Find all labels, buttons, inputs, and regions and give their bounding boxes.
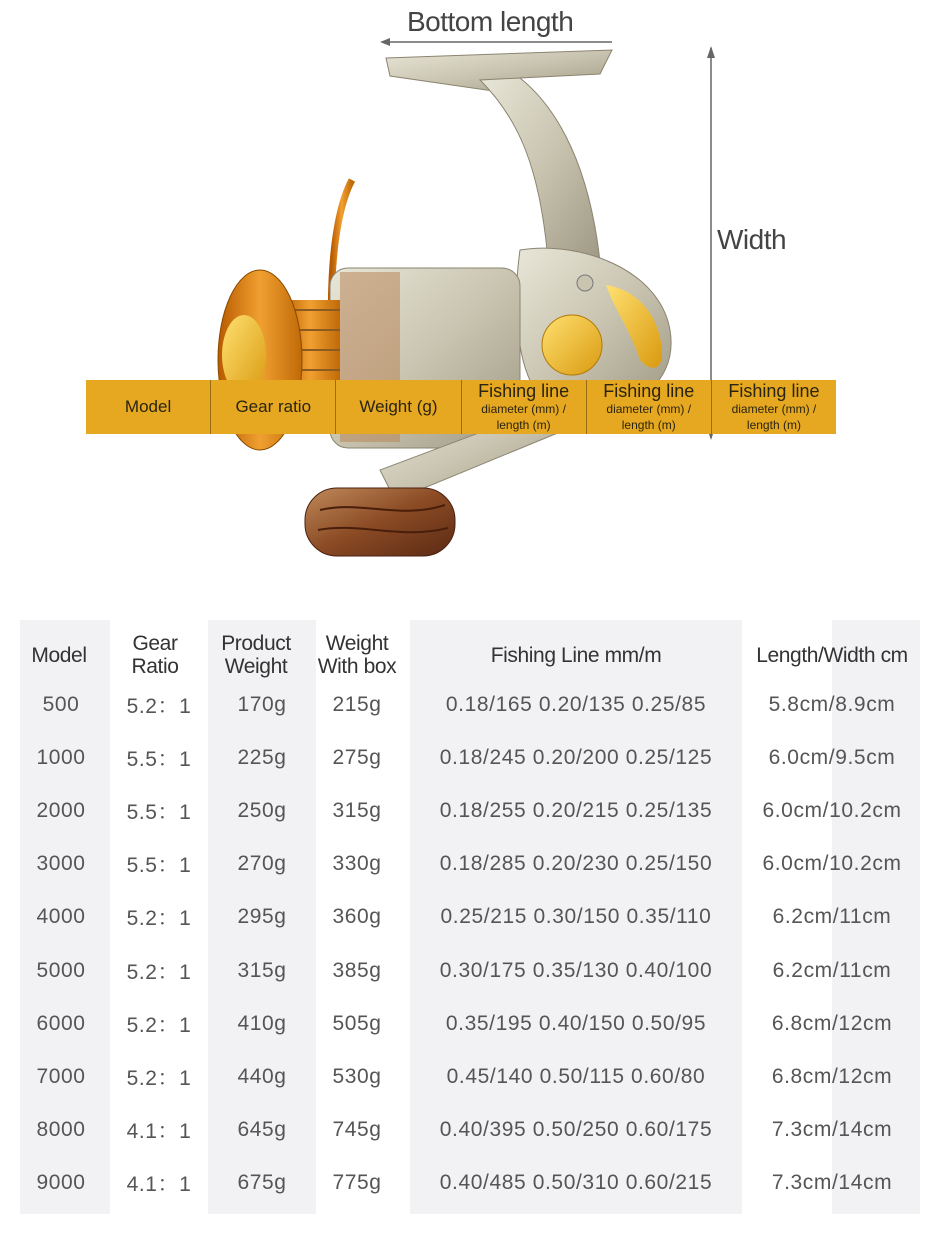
banner-line-sub1: diameter (mm) / bbox=[606, 402, 692, 416]
banner-line-sub1: diameter (mm) / bbox=[731, 402, 817, 416]
cell-product-weight: 225g bbox=[237, 745, 287, 769]
bottom-length-label: Bottom length bbox=[407, 6, 574, 37]
cell-product-weight: 250g bbox=[237, 798, 287, 822]
banner-gear-cell bbox=[211, 380, 336, 434]
banner-model-cell bbox=[86, 380, 211, 434]
cell-gear-ratio: 5.2：1 bbox=[126, 907, 192, 931]
product-diagram bbox=[0, 0, 950, 600]
cell-model: 4000 bbox=[36, 905, 86, 929]
banner-line-sub2: length (m) bbox=[496, 418, 551, 432]
cell-model: 3000 bbox=[36, 852, 86, 876]
cell-model: 8000 bbox=[36, 1118, 86, 1142]
cell-product-weight: 645g bbox=[237, 1118, 287, 1142]
cell-weight-box: 775g bbox=[332, 1171, 382, 1195]
cell-length-width: 6.0cm/9.5cm bbox=[768, 745, 896, 769]
table-row bbox=[20, 838, 932, 891]
cell-fishing-line: 0.30/175 0.35/130 0.40/100 bbox=[439, 958, 713, 982]
spec-banner bbox=[86, 380, 836, 434]
cell-model: 5000 bbox=[36, 958, 86, 982]
header-product-weight-line1: Product bbox=[221, 632, 291, 655]
table-row bbox=[20, 731, 932, 784]
cell-length-width: 6.0cm/10.2cm bbox=[762, 852, 902, 876]
banner-line-cell bbox=[712, 380, 836, 434]
cell-fishing-line: 0.18/165 0.20/135 0.25/85 bbox=[445, 692, 707, 716]
banner-weight-label: Weight (g) bbox=[359, 397, 438, 416]
banner-line-cell bbox=[587, 380, 712, 434]
cell-gear-ratio: 5.5：1 bbox=[126, 747, 192, 771]
cell-model: 1000 bbox=[36, 745, 86, 769]
cell-fishing-line: 0.45/140 0.50/115 0.60/80 bbox=[446, 1064, 706, 1088]
table-row bbox=[20, 891, 932, 944]
table-row bbox=[20, 1104, 932, 1157]
cell-model: 7000 bbox=[36, 1064, 86, 1088]
cell-product-weight: 170g bbox=[237, 692, 287, 716]
cell-product-weight: 410g bbox=[237, 1011, 287, 1035]
cell-gear-ratio: 5.2：1 bbox=[126, 960, 192, 984]
width-label: Width bbox=[717, 224, 787, 255]
spec-table bbox=[20, 620, 932, 1214]
banner-weight-cell bbox=[336, 380, 461, 434]
cell-product-weight: 315g bbox=[237, 958, 287, 982]
header-fishing-line: Fishing Line mm/m bbox=[490, 643, 662, 667]
cell-length-width: 7.3cm/14cm bbox=[771, 1171, 893, 1195]
cell-fishing-line: 0.35/195 0.40/150 0.50/95 bbox=[445, 1011, 707, 1035]
cell-fishing-line: 0.18/255 0.20/215 0.25/135 bbox=[439, 798, 713, 822]
banner-model-label: Model bbox=[124, 397, 172, 416]
banner-line-sub2: length (m) bbox=[746, 418, 801, 432]
table-row bbox=[20, 1050, 932, 1103]
cell-fishing-line: 0.18/245 0.20/200 0.25/125 bbox=[439, 745, 713, 769]
cell-weight-box: 745g bbox=[332, 1118, 382, 1142]
cell-length-width: 6.8cm/12cm bbox=[771, 1011, 893, 1035]
cell-length-width: 5.8cm/8.9cm bbox=[768, 692, 896, 716]
banner-line-title: Fishing line bbox=[603, 381, 695, 401]
cell-product-weight: 270g bbox=[237, 852, 287, 876]
header-length-width: Length/Width cm bbox=[756, 643, 908, 667]
header-model: Model bbox=[31, 643, 87, 667]
cell-weight-box: 275g bbox=[332, 745, 382, 769]
header-gear-ratio-line1: Gear bbox=[132, 632, 178, 655]
header-weight-box-line1: Weight bbox=[325, 632, 389, 655]
cell-model: 6000 bbox=[36, 1011, 86, 1035]
cell-length-width: 6.8cm/12cm bbox=[771, 1064, 893, 1088]
cell-product-weight: 675g bbox=[237, 1171, 287, 1195]
cell-weight-box: 215g bbox=[332, 692, 382, 716]
cell-length-width: 6.2cm/11cm bbox=[772, 958, 892, 982]
cell-length-width: 6.0cm/10.2cm bbox=[762, 798, 902, 822]
header-weight-box-line2: With box bbox=[317, 655, 397, 678]
cell-length-width: 6.2cm/11cm bbox=[772, 905, 892, 929]
cell-gear-ratio: 4.1：1 bbox=[126, 1120, 192, 1144]
cell-model: 500 bbox=[42, 692, 80, 716]
header-product-weight-line2: Weight bbox=[224, 655, 288, 678]
cell-fishing-line: 0.40/485 0.50/310 0.60/215 bbox=[439, 1171, 713, 1195]
fishing-reel-illustration bbox=[0, 0, 950, 600]
banner-line-title: Fishing line bbox=[478, 381, 570, 401]
cell-fishing-line: 0.25/215 0.30/150 0.35/110 bbox=[440, 905, 712, 929]
cell-weight-box: 505g bbox=[332, 1011, 382, 1035]
banner-gear-label: Gear ratio bbox=[235, 397, 312, 416]
cell-gear-ratio: 4.1：1 bbox=[126, 1173, 192, 1197]
cell-weight-box: 330g bbox=[332, 852, 382, 876]
cell-weight-box: 315g bbox=[332, 798, 382, 822]
cell-model: 2000 bbox=[36, 798, 86, 822]
cell-product-weight: 440g bbox=[237, 1064, 287, 1088]
banner-line-sub2: length (m) bbox=[621, 418, 676, 432]
table-row bbox=[20, 678, 932, 731]
banner-line-title: Fishing line bbox=[728, 381, 820, 401]
table-row bbox=[20, 1157, 932, 1210]
banner-line-sub1: diameter (mm) / bbox=[481, 402, 566, 416]
table-row bbox=[20, 784, 932, 837]
cell-length-width: 7.3cm/14cm bbox=[771, 1118, 893, 1142]
cell-weight-box: 360g bbox=[332, 905, 382, 929]
cell-gear-ratio: 5.2：1 bbox=[126, 1013, 192, 1037]
cell-fishing-line: 0.40/395 0.50/250 0.60/175 bbox=[439, 1118, 713, 1142]
cell-gear-ratio: 5.5：1 bbox=[126, 854, 192, 878]
cell-weight-box: 530g bbox=[332, 1064, 382, 1088]
cell-fishing-line: 0.18/285 0.20/230 0.25/150 bbox=[439, 852, 713, 876]
cell-model: 9000 bbox=[36, 1171, 86, 1195]
table-row bbox=[20, 997, 932, 1050]
table-row bbox=[20, 944, 932, 997]
cell-gear-ratio: 5.2：1 bbox=[126, 1066, 192, 1090]
banner-line-cell bbox=[462, 380, 587, 434]
cell-gear-ratio: 5.2：1 bbox=[126, 694, 192, 718]
cell-weight-box: 385g bbox=[332, 958, 382, 982]
cell-gear-ratio: 5.5：1 bbox=[126, 800, 192, 824]
cell-product-weight: 295g bbox=[237, 905, 287, 929]
header-gear-ratio-line2: Ratio bbox=[131, 655, 179, 678]
